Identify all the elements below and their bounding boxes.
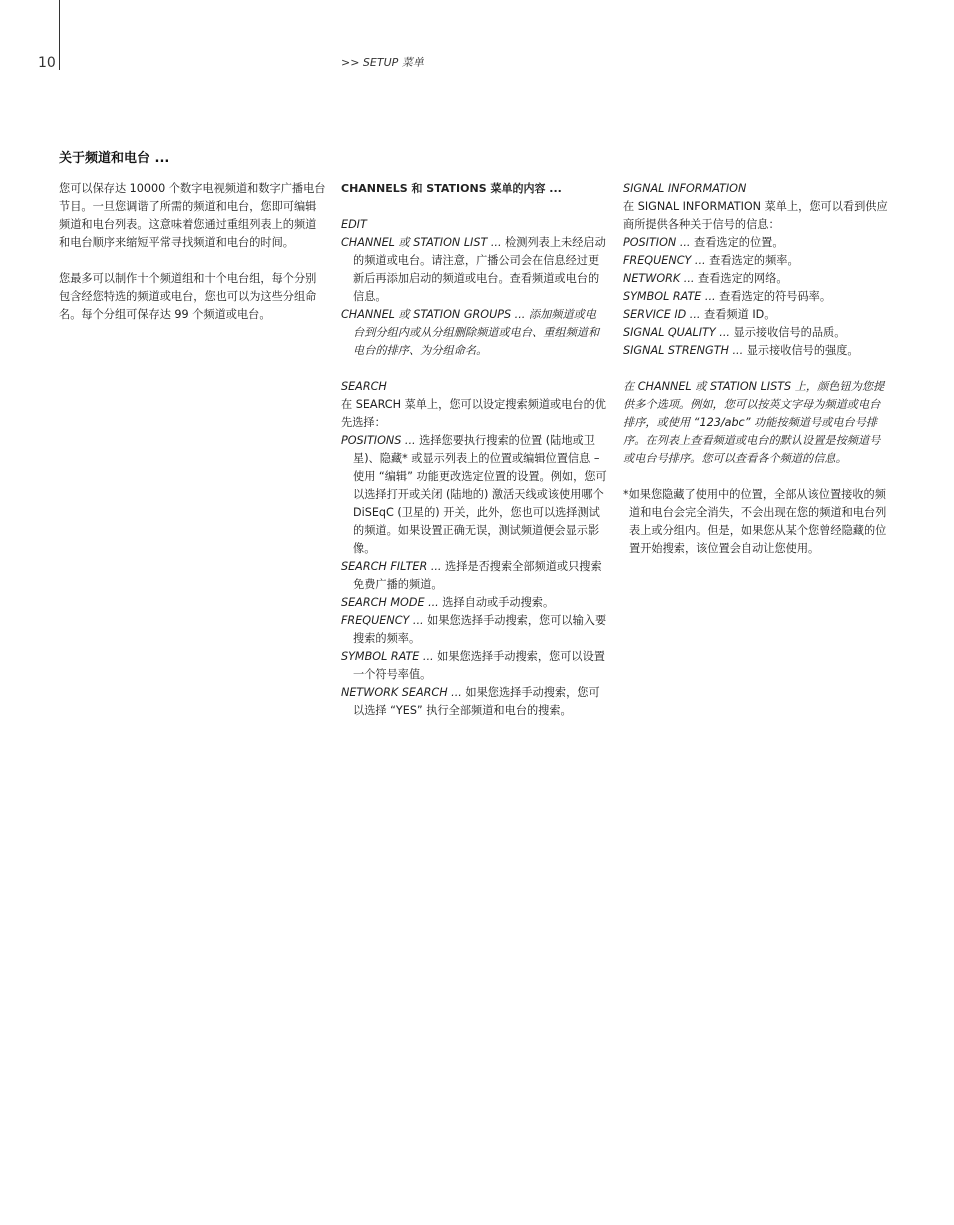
signal-item-desc: 查看选定的位置。 [690, 236, 784, 249]
search-item-desc: 如果您选择手动搜索，您可以选择 “YES” 执行全部频道和电台的搜索。 [353, 686, 600, 717]
search-item-term: NETWORK SEARCH ... [341, 686, 462, 699]
signal-item [623, 306, 889, 324]
signal-item-term: SIGNAL QUALITY ... [623, 326, 730, 339]
search-item-mode [341, 594, 607, 612]
intro-paragraph-2: 您最多可以制作十个频道组和十个电台组，每个分别包含经您特选的频道或电台，您也可以为这些分组命名。每个分组可保存达 99 个频道或电台。 [59, 272, 317, 321]
signal-heading: SIGNAL INFORMATION [623, 182, 747, 195]
search-intro: 在 SEARCH 菜单上，您可以设定搜索频道或电台的优先选择： [341, 398, 606, 429]
menu-contents-heading: CHANNELS 和 STATIONS 菜单的内容 ... [341, 182, 562, 195]
section-title: 关于频道和电台 ... [59, 151, 170, 166]
signal-item-term: SIGNAL STRENGTH ... [623, 344, 744, 357]
search-item-network-search [341, 684, 607, 720]
search-item-desc: 选择是否搜索全部频道或只搜索免费广播的频道。 [353, 560, 602, 591]
edit-item-desc: 添加频道或电台到分组内或从分组删除频道或电台、重组频道和电台的排序、为分组命名。 [353, 308, 600, 357]
column-menu-contents [341, 180, 607, 720]
signal-item-term: NETWORK ... [623, 272, 695, 285]
intro-paragraph-1: 您可以保存达 10000 个数字电视频道和数字广播电台节目。一旦您调谐了所需的频道和电台，您即可编辑频道和电台列表。这意味着您通过重组列表上的频道和电台顺序来缩短平常寻找频道和电台的时间。 [59, 182, 326, 249]
search-item-term: POSITIONS ... [341, 434, 416, 447]
signal-item-desc: 显示接收信号的品质。 [729, 326, 846, 339]
edit-heading: EDIT [341, 218, 367, 231]
column-intro [59, 180, 327, 324]
search-item-desc: 选择自动或手动搜索。 [438, 596, 555, 609]
signal-item [623, 234, 889, 252]
search-heading: SEARCH [341, 380, 387, 393]
signal-item-term: POSITION ... [623, 236, 691, 249]
signal-intro: 在 SIGNAL INFORMATION 菜单上，您可以看到供应商所提供各种关于信号的信息： [623, 200, 888, 231]
signal-item-term: FREQUENCY ... [623, 254, 706, 267]
running-head: >> SETUP 菜单 [341, 56, 424, 69]
search-item-desc: 如果您选择手动搜索，您可以设置一个符号率值。 [353, 650, 605, 681]
signal-item [623, 252, 889, 270]
signal-item-term: SERVICE ID ... [623, 308, 701, 321]
column-signal-info [623, 180, 889, 558]
search-item-positions [341, 432, 607, 558]
signal-item-desc: 查看频道 ID。 [700, 308, 776, 321]
search-item-symbol-rate [341, 648, 607, 684]
page-number: 10 [38, 55, 56, 71]
hidden-position-footnote: *如果您隐藏了使用中的位置，全部从该位置接收的频道和电台会完全消失，不会出现在您的频道和电台列表上或分组内。但是，如果您从某个您曾经隐藏的位置开始搜索，该位置会自动让您使用。 [623, 488, 887, 555]
search-item-filter [341, 558, 607, 594]
signal-item [623, 288, 889, 306]
edit-item-desc: 检测列表上未经启动的频道或电台。请注意，广播公司会在信息经过更新后再添加启动的频道或电台。查看频道或电台的信息。 [353, 236, 606, 303]
search-item-frequency [341, 612, 607, 648]
signal-item-desc: 查看选定的网络。 [694, 272, 788, 285]
signal-item [623, 270, 889, 288]
edit-item-list [341, 234, 607, 306]
search-item-term: FREQUENCY ... [341, 614, 424, 627]
edit-item-term: CHANNEL 或 STATION LIST ... [341, 236, 502, 249]
search-item-desc: 如果您选择手动搜索，您可以输入要搜索的频率。 [353, 614, 607, 645]
signal-item-desc: 查看选定的符号码率。 [715, 290, 832, 303]
signal-item [623, 324, 889, 342]
search-item-desc: 选择您要执行搜索的位置 (陆地或卫星)、隐藏* 或显示列表上的位置或编辑位置信息 – 使用 “编辑” 功能更改选定位置的设置。例如，您可以选择打开或关闭 (陆地的) 激活天线或该使用哪个 DiSEqC (卫星的) 开关，此外，您也可以选择测试的频道。如果设置正确无误，测试频道便会显示影像。 [353, 434, 607, 555]
edit-item-groups [341, 306, 607, 360]
search-item-term: SEARCH MODE ... [341, 596, 439, 609]
margin-rule [59, 0, 60, 70]
signal-item-desc: 查看选定的频率。 [705, 254, 799, 267]
search-item-term: SYMBOL RATE ... [341, 650, 434, 663]
signal-item-desc: 显示接收信号的强度。 [743, 344, 859, 357]
color-buttons-note: 在 CHANNEL 或 STATION LISTS 上，颜色钮为您提供多个选项。例如，您可以按英文字母为频道或电台排序，或使用 “123/abc” 功能按频道号或电台号排序。在列表上查看频道或电台的默认设置是按频道号或电台号排序。您可以查看各个频道的信息。 [623, 380, 885, 465]
signal-item [623, 342, 889, 360]
edit-item-term: CHANNEL 或 STATION GROUPS ... [341, 308, 526, 321]
search-item-term: SEARCH FILTER ... [341, 560, 442, 573]
signal-item-term: SYMBOL RATE ... [623, 290, 716, 303]
